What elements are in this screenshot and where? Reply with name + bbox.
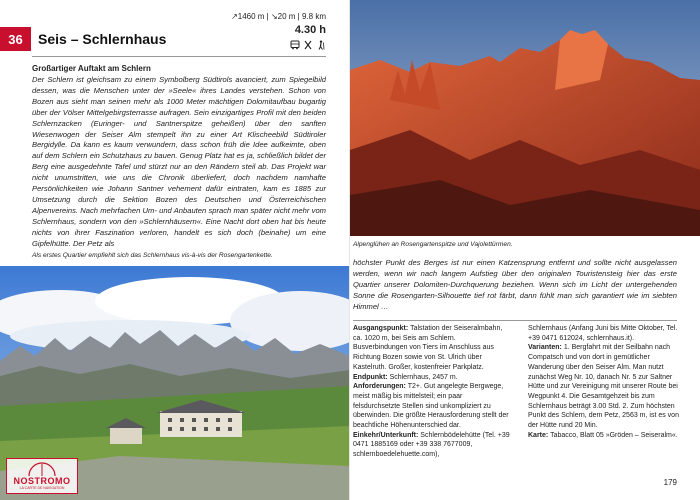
- logo-tagline: LA CARTE DE NAVIGATION: [19, 486, 65, 490]
- tour-stats: ↗1460 m | ↘20 m | 9.8 km: [231, 12, 326, 21]
- info-divider: [353, 320, 677, 321]
- info-item: Einkehr/Unterkunft: Schlernbödelehütte (Tel. +39 0471 1885169 oder +39 338 7677009, schlernboedelehuette.com),: [353, 431, 510, 459]
- tour-time: 4.30 h: [294, 24, 326, 36]
- header-divider: [32, 56, 326, 57]
- publisher-logo: [6, 458, 78, 494]
- right-page: [350, 0, 700, 500]
- info-column-left: [353, 324, 511, 460]
- bus-icon: [290, 40, 300, 50]
- hiker-icon: [316, 40, 326, 50]
- continued-text: höchster Punkt des Berges ist nur einen Katzensprung entfernt und sollte nicht ausgelassen werden, wenn wir nach langem Aufstieg über den originalen Touristensteig hier das erste Quartier unserer Dolomiten-Durchquerung beziehen. Wenn sich im Licht der untergehenden Sonne die Rosengarten-Silhouette tief rot färbt, dann fühlt man sich garantiert wie im siebten Himmel …: [353, 258, 677, 311]
- info-item: Ausgangspunkt: Talstation der Seiseralmbahn, ca. 1020 m, bei Seis am Schlern. Busverbindungen von Tiers im Anschluss aus Richtung Bozen sowie von St. Ulrich über Kastelruth. Großer, kostenfreier Parkplatz.: [353, 325, 503, 371]
- intro-text: Der Schlern ist gleichsam zu einem Symbolberg Südtirols avanciert, zum Spiegelbild dessen, was die Menschen unter der »Seele« ihres Landes verstehen. Schon von Bozen aus sieht man seinen mehr als 1000 Meter mächtigen Dolomitaufbau bugartig über der Völser Mittelgebirgsterrasse aufragen. Sein einzigartiges Profil mit den beiden Schlernzacken (Euringer- und Santnerspitze geheißen) über den sanften Wiesenwogen der Seiser Alm stempelt ihn zu einer Art Klischeebild Südtiroler Bergidylle. Da kann es kaum verwundern, dass schon früh die Idee aufkeimte, oben auf dem Schlern ein Schutzhaus zu bauen. Genug Platz hat es ja, schließlich bildet der Berg eine ausgedehnte Tafel und stürzt nur an den Rändern steil ab. Das Projekt war nicht unumstritten, wie uns die Chronik überliefert, doch nachdem namhafte Persönlichkeiten wie Johann Santner vehement dafür eintraten, kam es 1885 zur Umsetzung durch die Sektion Bozen des Deutschen und Österreichischen Alpenvereins. Nach mehrfachen Um- und Anbauten sprach man später nicht mehr vom Schlernhaus, sondern von den »Schlernhäusern«. Eine Nacht dort oben hat bis heute nichts von ihrer Faszination verloren, handelt es sich doch (beinahe) um eine Gipfelhütte. Der Petz als: [32, 75, 326, 248]
- fork-knife-icon: [303, 40, 313, 50]
- tour-number-badge: 36: [0, 27, 31, 51]
- info-item: Varianten: 1. Bergfahrt mit der Seilbahn nach Compatsch und von dort in gemütlicher Wanderung über den Seiser Alm. Man nutzt zunächst Weg Nr. 10, danach Nr. 5 zur Saltner Hütte und zur Vereinigung mit unserer Route bei Wegpunkt 4. Die Gesamtgehzeit bis zum Schlernhaus beträgt 3.00 Std. 2. Zum höchsten Punkt des Schlern, dem Petz, 2563 m, ist es von der Hütte rund 20 Min.: [528, 344, 679, 430]
- rosengarten-photo: [350, 0, 700, 236]
- intro-heading: Großartiger Auftakt am Schlern: [32, 64, 151, 73]
- tour-icons: [290, 40, 326, 50]
- info-item: Anforderungen: T2+. Gut angelegte Bergwege, meist mäßig bis mittelsteil; ein paar felsdurchsetzte Stellen sind unkompliziert zu überwinden. Die größte Herausforderung stellt der beachtliche Höhenunterschied dar.: [353, 383, 509, 430]
- compass-logo-icon: [27, 462, 57, 476]
- info-item: Schlernhaus (Anfang Juni bis Mitte Oktober, Tel. +39 0471 612024, schlernhaus.it).: [528, 325, 678, 342]
- info-column-right: [528, 324, 686, 440]
- info-item: Endpunkt: Schlernhaus, 2457 m.: [353, 373, 458, 381]
- page-number: 179: [663, 478, 677, 487]
- peaks-photo-caption: Alpenglühen an Rosengartenspitze und Vajolettürmen.: [353, 241, 513, 248]
- logo-wordmark: NOSTROMO: [13, 476, 71, 486]
- hut-photo-caption: Als erstes Quartier empfiehlt sich das Schlernhaus vis-à-vis der Rosengartenkette.: [32, 252, 273, 259]
- info-item: Karte: Tabacco, Blatt 05 »Gröden – Seiseralm«.: [528, 431, 678, 439]
- tour-title: Seis – Schlernhaus: [38, 31, 167, 47]
